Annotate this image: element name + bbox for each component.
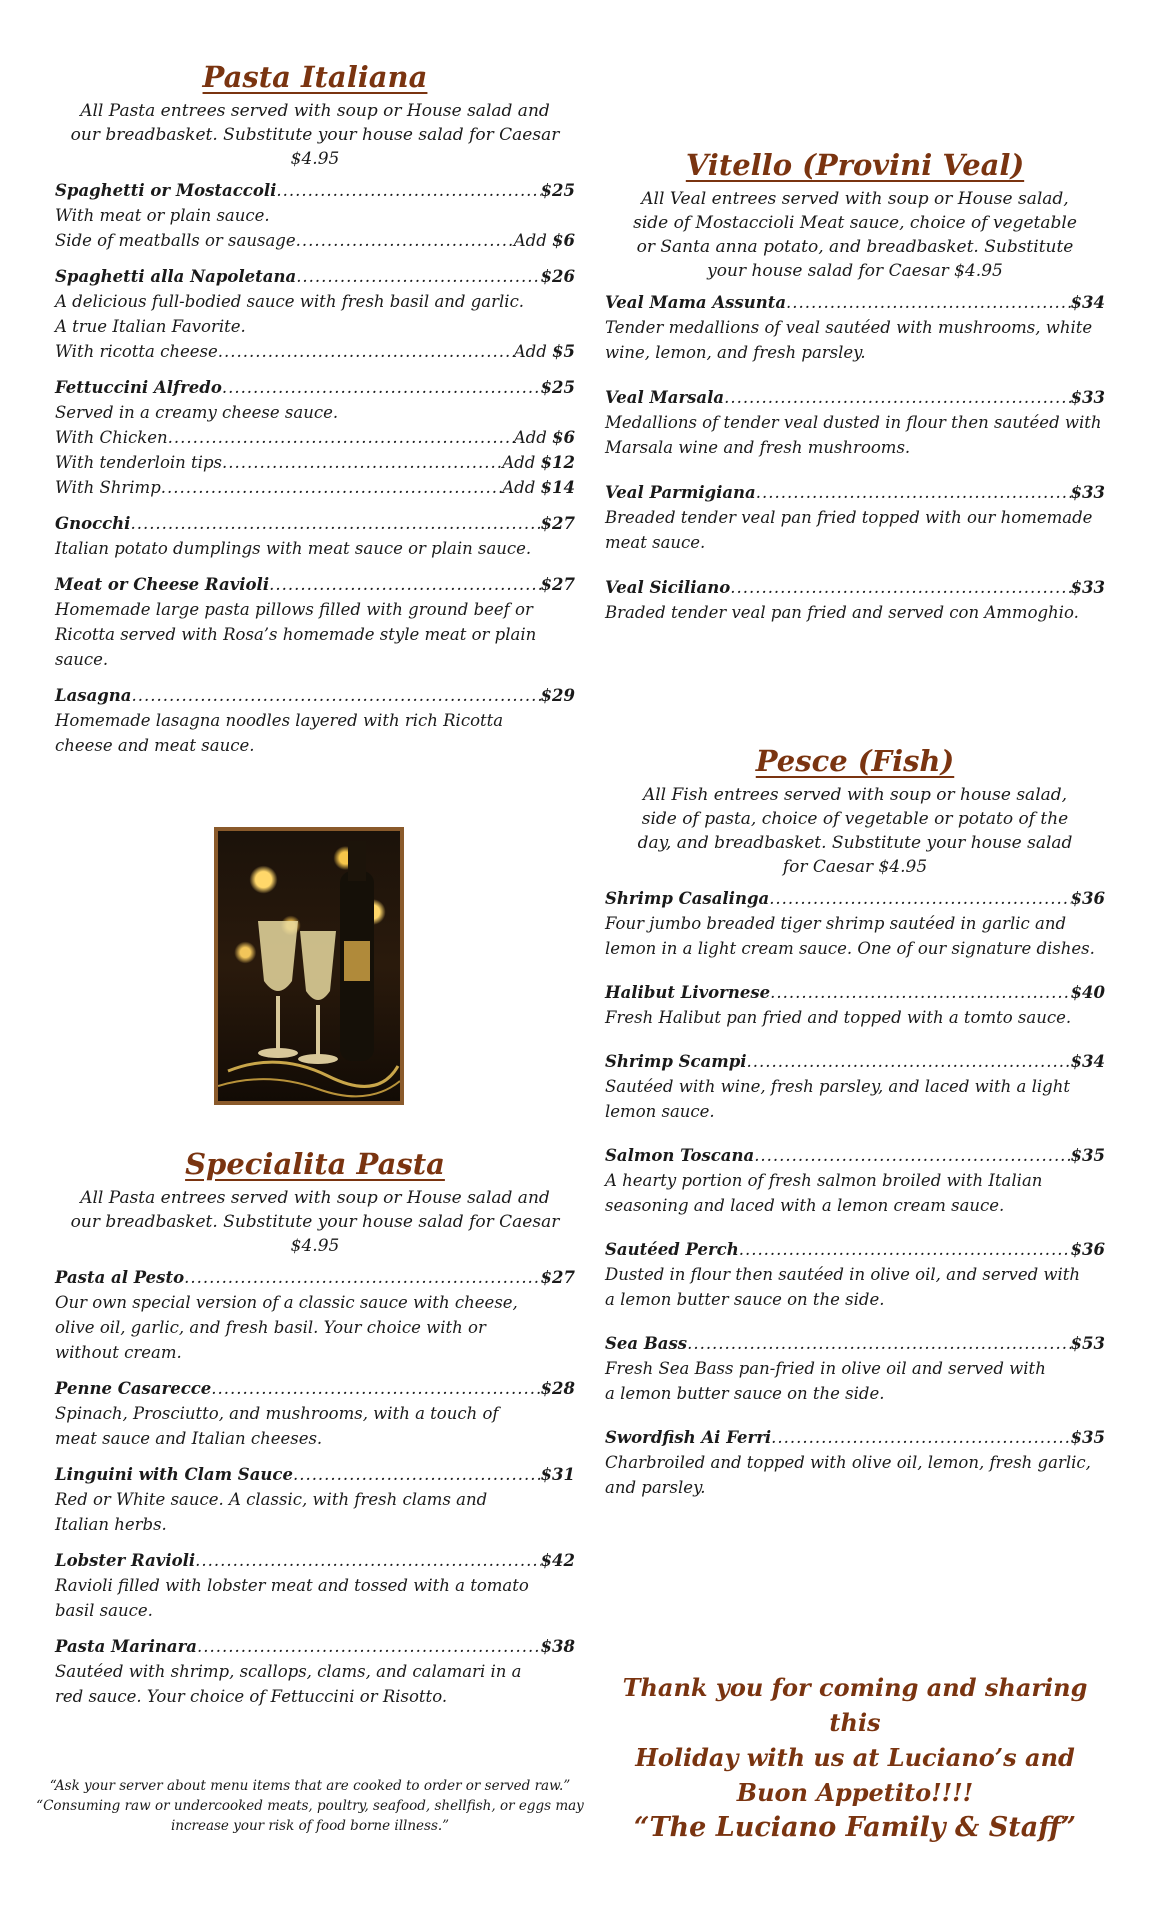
thank-you-message [610,1670,1100,1845]
menu-item [55,1549,575,1623]
menu-item-price: $40 [1070,982,1105,1002]
menu-item-description: Homemade large pasta pillows filled with ground beef or [55,599,533,619]
menu-item-price: $35 [1070,1427,1105,1447]
addon-price-amount: $5 [552,341,575,361]
menu-item-price: $33 [1070,387,1105,407]
menu-item-row [605,481,1105,505]
menu-item-description: cheese and meat sauce. [55,735,255,755]
menu-item [605,1332,1105,1406]
menu-item-description: basil sauce. [55,1600,153,1620]
addon-price [502,475,575,500]
menu-item-price: $27 [540,1267,575,1287]
addon-price-prefix: Add [513,230,553,250]
menu-item-price: $27 [540,574,575,594]
disclaimer-line: “Consuming raw or undercooked meats, poultry, seafood, shellfish, or eggs may [36,1798,584,1814]
addon-price [514,425,575,450]
menu-item-name: Salmon Toscana [605,1145,755,1165]
menu-item-name: Linguini with Clam Sauce [55,1464,293,1484]
menu-item [605,1238,1105,1312]
dot-leader [197,1635,541,1659]
menu-item-description: Spinach, Prosciutto, and mushrooms, with a touch of [55,1403,499,1423]
section-note: All Pasta entrees served with soup or House salad and our breadbasket. Substitute your house salad for Caesar $4.95 [70,100,560,169]
addon-price-prefix: Add [502,477,541,497]
menu-item-description: With meat or plain sauce. [55,205,270,225]
menu-item [605,981,1105,1030]
menu-item [55,1266,575,1365]
menu-item [605,1050,1105,1124]
menu-item-row [605,1332,1105,1356]
menu-item-price: $36 [1070,888,1105,908]
addon-label: Side of meatballs or sausage [55,230,296,250]
menu-item-row [605,576,1105,600]
menu-item-name: Sautéed Perch [605,1239,739,1259]
section-title: Vitello (Provini Veal) [685,148,1025,182]
dot-leader [222,376,541,400]
menu-item-row [55,179,575,203]
menu-item [605,481,1105,555]
menu-item-description: Our own special version of a classic sauce with cheese, [55,1292,518,1312]
menu-item-price: $34 [1070,1051,1105,1071]
dot-leader [296,265,540,289]
disclaimer-line: increase your risk of food borne illness.” [170,1818,450,1834]
menu-item-row [55,265,575,289]
signature: “The Luciano Family & Staff” [633,1812,1077,1843]
dot-leader [195,1549,540,1573]
menu-item-description: meat sauce and Italian cheeses. [55,1428,323,1448]
menu-item-row [55,1463,575,1487]
dot-leader [724,386,1070,410]
menu-item-addon [55,475,575,500]
specialita-pasta-section [55,1147,575,1721]
menu-item-price: $31 [540,1464,575,1484]
disclaimer-line: “Ask your server about menu items that are cooked to order or served raw.” [49,1778,571,1794]
champagne-photo [214,827,404,1105]
menu-item-description: Italian herbs. [55,1514,167,1534]
thanks-line: Holiday with us at Luciano’s and [635,1743,1075,1772]
menu-item-description: lemon sauce. [605,1101,715,1121]
menu-item-price: $25 [540,180,575,200]
dot-leader [184,1266,540,1290]
addon-price-prefix: Add [502,452,541,472]
pasta-italiana-section [55,60,575,770]
dot-leader [754,1144,1070,1168]
menu-item-name: Meat or Cheese Ravioli [55,574,270,594]
section-title: Pasta Italiana [202,60,428,94]
menu-item-name: Spaghetti or Mostaccoli [55,180,277,200]
menu-item [55,179,575,253]
menu-item-description: Charbroiled and topped with olive oil, lemon, fresh garlic, [605,1452,1091,1472]
menu-item [55,376,575,500]
menu-item-name: Veal Parmigiana [605,482,756,502]
menu-item [55,573,575,672]
menu-item-name: Lobster Ravioli [55,1550,196,1570]
menu-item-description: olive oil, garlic, and fresh basil. Your choice with or [55,1317,486,1337]
section-note: All Pasta entrees served with soup or House salad and our breadbasket. Substitute your house salad for Caesar $4.95 [70,1187,560,1256]
menu-item-price: $38 [540,1636,575,1656]
menu-item-row [55,684,575,708]
thanks-line: Thank you for coming and sharing this [622,1673,1088,1737]
dot-leader [687,1332,1070,1356]
menu-item-description: Ricotta served with Rosa’s homemade style meat or plain sauce. [55,624,537,669]
addon-price-amount: $6 [552,230,575,250]
menu-item [55,1635,575,1709]
menu-item [605,576,1105,625]
menu-item-description: Tender medallions of veal sautéed with mushrooms, white [605,317,1093,337]
menu-item-description: Sautéed with shrimp, scallops, clams, and calamari in a [55,1661,522,1681]
menu-item-price: $36 [1070,1239,1105,1259]
dot-leader [211,1377,540,1401]
menu-item-row [55,1549,575,1573]
menu-list [605,291,1105,625]
menu-item-description: Marsala wine and fresh mushrooms. [605,437,911,457]
menu-item-description: Dusted in flour then sautéed in olive oil, and served with [605,1264,1081,1284]
menu-item-description: Fresh Sea Bass pan-fried in olive oil and served with [605,1358,1046,1378]
menu-item [605,291,1105,365]
menu-item-row [605,386,1105,410]
addon-price-amount: $12 [540,452,575,472]
menu-list [605,887,1105,1500]
menu-item [55,1463,575,1537]
addon-price [514,339,575,364]
dot-leader [168,425,514,450]
menu-item-description: A hearty portion of fresh salmon broiled with Italian [605,1170,1043,1190]
menu-item-row [55,1266,575,1290]
menu-item [605,386,1105,460]
dot-leader [769,887,1070,911]
addon-label: With Shrimp [55,477,161,497]
menu-item-description: Red or White sauce. A classic, with fresh clams and [55,1489,488,1509]
menu-item-row [605,1050,1105,1074]
menu-item-description: Medallions of tender veal dusted in flour then sautéed with [605,412,1102,432]
menu-item-name: Pasta Marinara [55,1636,197,1656]
menu-item-description: wine, lemon, and fresh parsley. [605,342,866,362]
addon-price [502,450,575,475]
menu-item-name: Gnocchi [55,513,131,533]
menu-item-row [55,1377,575,1401]
menu-item-price: $27 [540,513,575,533]
menu-item-row [55,1635,575,1659]
menu-item-addon [55,425,575,450]
section-title: Specialita Pasta [185,1147,445,1181]
menu-item [55,1377,575,1451]
menu-item-description: Served in a creamy cheese sauce. [55,402,339,422]
menu-item-addon [55,450,575,475]
menu-item-description: A true Italian Favorite. [55,316,246,336]
menu-item-description: lemon in a light cream sauce. One of our signature dishes. [605,938,1095,958]
menu-item-description: red sauce. Your choice of Fettuccini or Risotto. [55,1686,448,1706]
menu-item-name: Veal Siciliano [605,577,731,597]
addon-label: With Chicken [55,427,168,447]
menu-item-name: Shrimp Scampi [605,1051,747,1071]
menu-item-description: A delicious full-bodied sauce with fresh basil and garlic. [55,291,525,311]
menu-item-description: a lemon butter sauce on the side. [605,1289,885,1309]
section-note: All Fish entrees served with soup or house salad, side of pasta, choice of vegetable or potato of the day, and breadbasket. Substitute your house salad for Caesar $4.95 [637,784,1073,877]
menu-item-price: $35 [1070,1145,1105,1165]
menu-item-name: Penne Casarecce [55,1378,212,1398]
addon-price-prefix: Add [513,427,553,447]
dot-leader [222,450,502,475]
dot-leader [218,339,514,364]
menu-list [55,1266,575,1709]
menu-item-name: Sea Bass [605,1333,688,1353]
menu-item-description: Fresh Halibut pan fried and topped with a tomto sauce. [605,1007,1072,1027]
dot-leader [132,684,541,708]
menu-item-name: Pasta al Pesto [55,1267,185,1287]
menu-item-description: Homemade lasagna noodles layered with rich Ricotta [55,710,504,730]
champagne-glasses-icon [218,831,400,1101]
dot-leader [269,573,540,597]
menu-item [605,887,1105,961]
addon-price-prefix: Add [513,341,553,361]
addon-price-amount: $6 [552,427,575,447]
menu-item-name: Lasagna [55,685,132,705]
menu-item-description: without cream. [55,1342,182,1362]
menu-item-description: Breaded tender veal pan fried topped with our homemade [605,507,1093,527]
menu-item-name: Shrimp Casalinga [605,888,770,908]
menu-item-description: Braded tender veal pan fried and served con Ammoghio. [605,602,1079,622]
menu-item [605,1144,1105,1218]
menu-item-name: Veal Mama Assunta [605,292,787,312]
menu-item-price: $25 [540,377,575,397]
menu-item-description: seasoning and laced with a lemon cream sauce. [605,1195,1005,1215]
menu-item-price: $29 [540,685,575,705]
menu-item-addon [55,228,575,253]
dot-leader [296,228,514,253]
menu-item [605,1426,1105,1500]
menu-item-row [55,512,575,536]
dot-leader [739,1238,1071,1262]
menu-item-row [605,981,1105,1005]
menu-item-row [55,376,575,400]
menu-item-description: Ravioli filled with lobster meat and tossed with a tomato [55,1575,529,1595]
dot-leader [293,1463,541,1487]
dot-leader [130,512,540,536]
menu-item [55,512,575,561]
menu-item-description: Four jumbo breaded tiger shrimp sautéed in garlic and [605,913,1067,933]
menu-item-row [605,1238,1105,1262]
menu-item-price: $28 [540,1378,575,1398]
dot-leader [786,291,1071,315]
menu-item-price: $33 [1070,482,1105,502]
addon-price-amount: $14 [540,477,575,497]
menu-item [55,265,575,364]
menu-item-price: $33 [1070,577,1105,597]
addon-label: With ricotta cheese [55,341,218,361]
section-title: Pesce (Fish) [755,744,955,778]
menu-item-row [605,1426,1105,1450]
dot-leader [756,481,1071,505]
dot-leader [770,981,1070,1005]
section-note: All Veal entrees served with soup or House salad, side of Mostaccioli Meat sauce, choice of vegetable or Santa anna potato, and breadbasket. Substitute your house salad for Caesar $4.95 [633,188,1077,281]
menu-item-description: Italian potato dumplings with meat sauce or plain sauce. [55,538,532,558]
menu-item-description: a lemon butter sauce on the side. [605,1383,885,1403]
menu-item-price: $42 [540,1550,575,1570]
vitello-section [605,148,1105,646]
menu-list [55,179,575,758]
menu-item-name: Swordfish Ai Ferri [605,1427,772,1447]
menu-item-row [55,573,575,597]
dot-leader [730,576,1070,600]
menu-item-row [605,1144,1105,1168]
menu-item-name: Spaghetti alla Napoletana [55,266,297,286]
menu-item-description: and parsley. [605,1477,706,1497]
menu-item-description: Sautéed with wine, fresh parsley, and laced with a light [605,1076,1070,1096]
menu-item-addon [55,339,575,364]
menu-item-name: Fettuccini Alfredo [55,377,222,397]
menu-item-row [605,291,1105,315]
menu-item-name: Halibut Livornese [605,982,771,1002]
thanks-line: Buon Appetito!!!! [736,1778,974,1807]
dot-leader [161,475,502,500]
dot-leader [276,179,540,203]
menu-item [55,684,575,758]
addon-price [514,228,575,253]
menu-item-description: meat sauce. [605,532,706,552]
pesce-section [605,744,1105,1520]
dot-leader [771,1426,1070,1450]
dot-leader [747,1050,1071,1074]
menu-item-price: $26 [540,266,575,286]
food-safety-disclaimer [30,1776,590,1836]
menu-item-price: $53 [1070,1333,1105,1353]
addon-label: With tenderloin tips [55,452,222,472]
menu-item-name: Veal Marsala [605,387,725,407]
menu-item-row [605,887,1105,911]
menu-item-price: $34 [1070,292,1105,312]
